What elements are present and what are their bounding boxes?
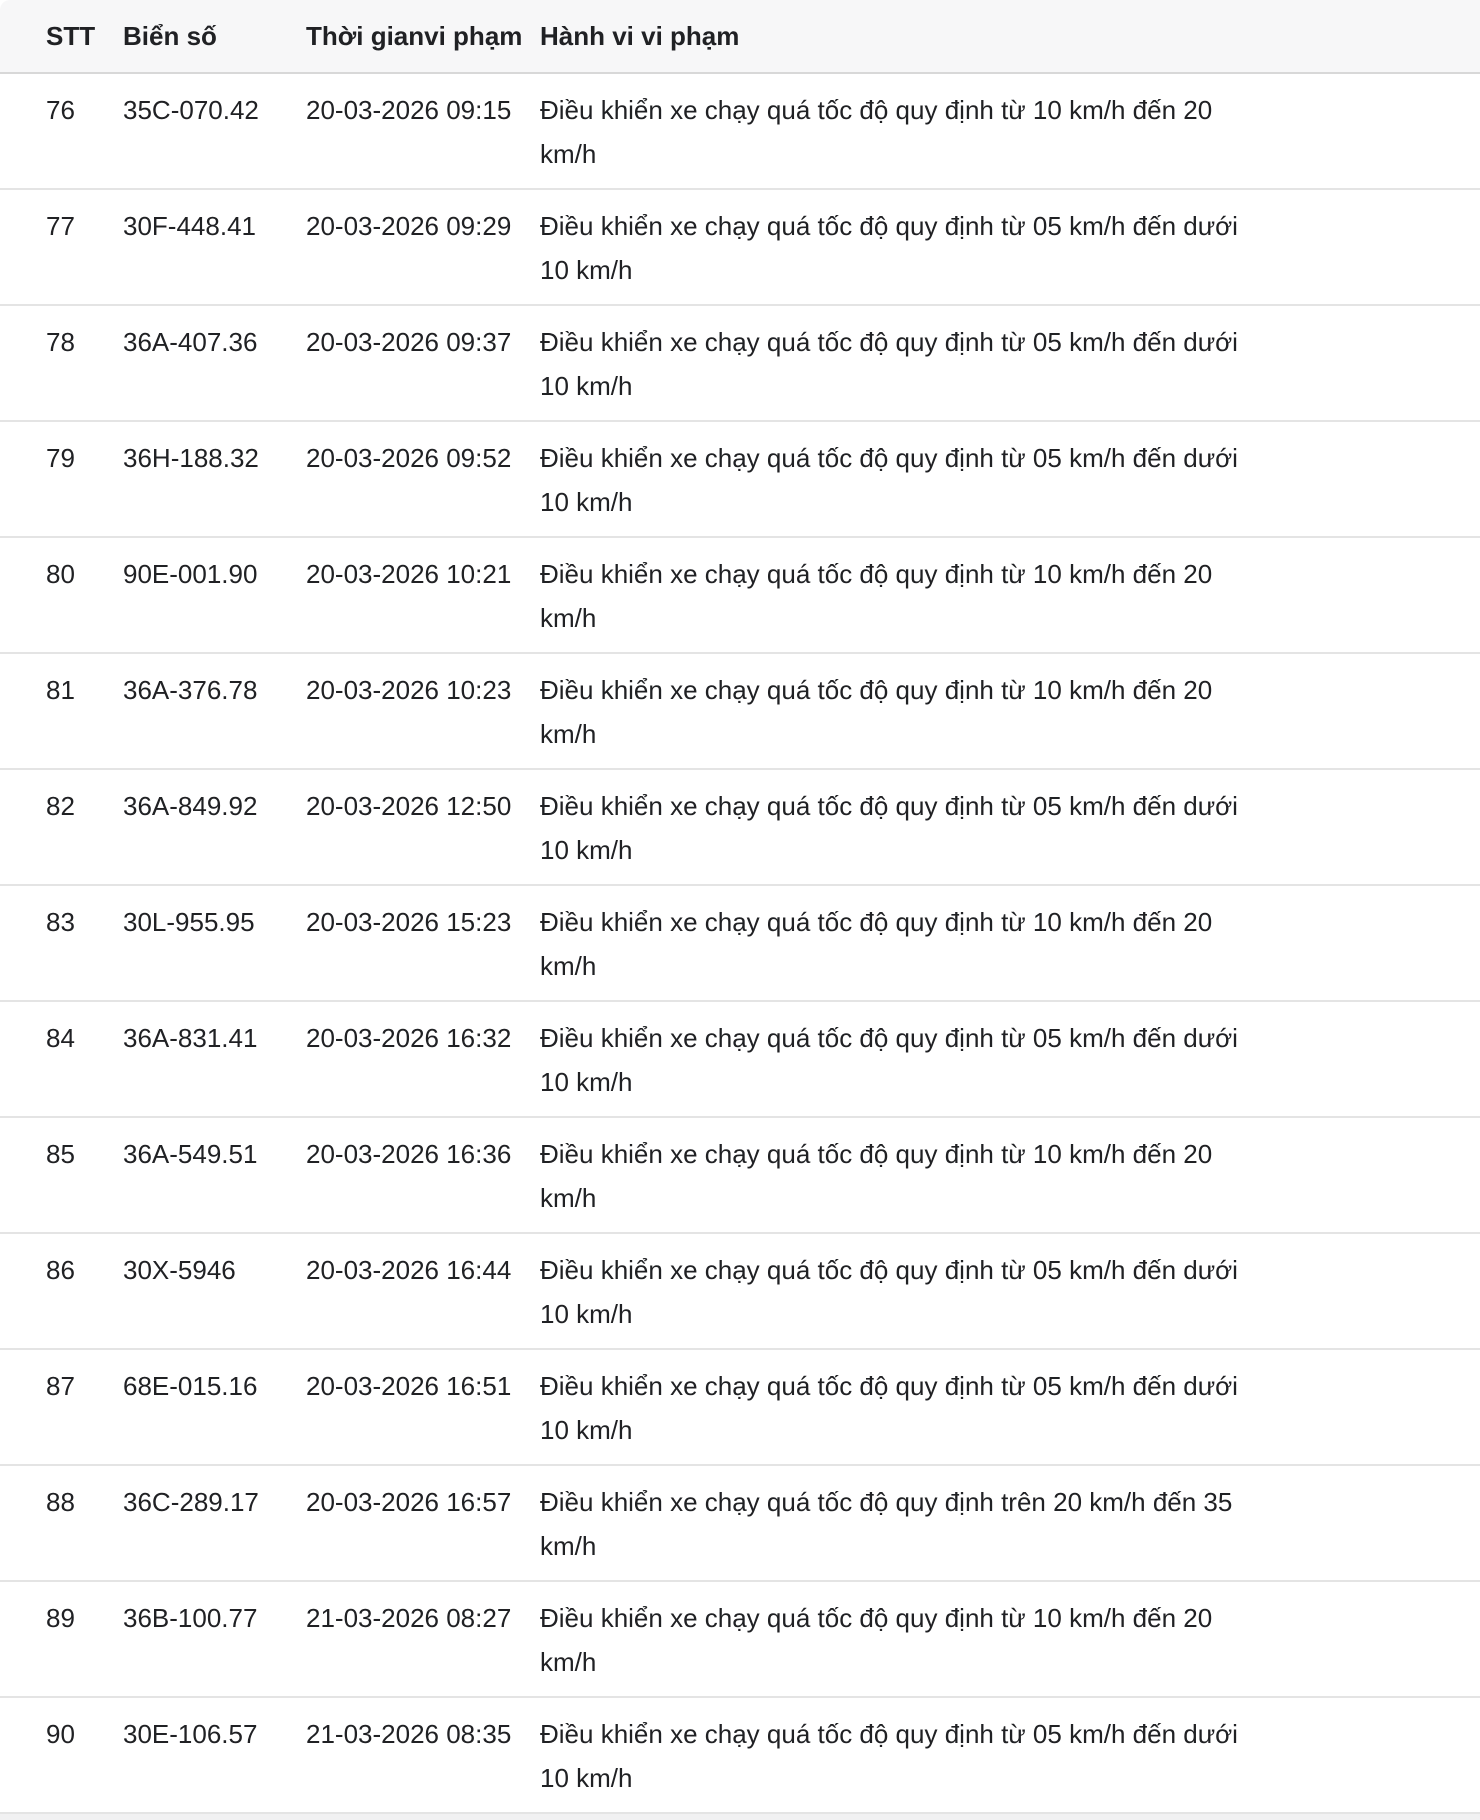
cell-plate: 90E-001.90 <box>123 537 306 653</box>
cell-violation <box>540 769 1480 885</box>
cell-stt: 90 <box>0 1697 123 1813</box>
cell-stt: 80 <box>0 537 123 653</box>
cell-plate: 36B-100.77 <box>123 1581 306 1697</box>
table-row <box>0 189 1480 305</box>
table-row <box>0 537 1480 653</box>
cell-violation <box>540 1697 1480 1813</box>
violation-text: Điều khiển xe chạy quá tốc độ quy định từ 05 km/h đến dưới 10 km/h <box>540 327 1238 401</box>
cell-plate: 36C-289.17 <box>123 1465 306 1581</box>
cell-stt: 82 <box>0 769 123 885</box>
cell-stt: 79 <box>0 421 123 537</box>
cell-plate: 36A-407.36 <box>123 305 306 421</box>
table-header-row <box>0 0 1480 73</box>
cell-violation <box>540 1581 1480 1697</box>
next-section-edge <box>0 1814 1480 1820</box>
table-row <box>0 653 1480 769</box>
cell-time: 20-03-2026 12:50 <box>306 769 540 885</box>
cell-time: 20-03-2026 15:23 <box>306 885 540 1001</box>
cell-stt: 76 <box>0 73 123 189</box>
cell-time: 20-03-2026 10:23 <box>306 653 540 769</box>
cell-violation <box>540 1117 1480 1233</box>
cell-stt: 88 <box>0 1465 123 1581</box>
table-row <box>0 421 1480 537</box>
cell-plate: 30X-5946 <box>123 1233 306 1349</box>
cell-violation <box>540 1001 1480 1117</box>
cell-violation <box>540 1233 1480 1349</box>
cell-stt: 89 <box>0 1581 123 1697</box>
cell-plate: 36A-831.41 <box>123 1001 306 1117</box>
cell-time: 20-03-2026 09:37 <box>306 305 540 421</box>
cell-violation <box>540 305 1480 421</box>
cell-time: 20-03-2026 16:32 <box>306 1001 540 1117</box>
table-row <box>0 1349 1480 1465</box>
cell-stt: 83 <box>0 885 123 1001</box>
cell-plate: 35C-070.42 <box>123 73 306 189</box>
cell-time: 20-03-2026 16:36 <box>306 1117 540 1233</box>
cell-time: 20-03-2026 10:21 <box>306 537 540 653</box>
column-header-stt: STT <box>0 0 123 73</box>
violation-text: Điều khiển xe chạy quá tốc độ quy định từ 10 km/h đến 20 km/h <box>540 1139 1213 1213</box>
cell-plate: 36H-188.32 <box>123 421 306 537</box>
cell-violation <box>540 537 1480 653</box>
cell-violation <box>540 885 1480 1001</box>
cell-plate: 30E-106.57 <box>123 1697 306 1813</box>
cell-violation <box>540 421 1480 537</box>
cell-time: 21-03-2026 08:35 <box>306 1697 540 1813</box>
violation-text: Điều khiển xe chạy quá tốc độ quy định từ 05 km/h đến dưới 10 km/h <box>540 443 1238 517</box>
violation-text: Điều khiển xe chạy quá tốc độ quy định từ 05 km/h đến dưới 10 km/h <box>540 1023 1238 1097</box>
cell-plate: 36A-549.51 <box>123 1117 306 1233</box>
cell-time: 20-03-2026 16:57 <box>306 1465 540 1581</box>
cell-violation <box>540 1465 1480 1581</box>
cell-violation <box>540 189 1480 305</box>
violation-text: Điều khiển xe chạy quá tốc độ quy định từ 10 km/h đến 20 km/h <box>540 675 1213 749</box>
cell-violation <box>540 1349 1480 1465</box>
table-row <box>0 1465 1480 1581</box>
cell-plate: 30F-448.41 <box>123 189 306 305</box>
violation-text: Điều khiển xe chạy quá tốc độ quy định từ 05 km/h đến dưới 10 km/h <box>540 1255 1238 1329</box>
violation-text: Điều khiển xe chạy quá tốc độ quy định từ 10 km/h đến 20 km/h <box>540 95 1213 169</box>
cell-plate: 36A-849.92 <box>123 769 306 885</box>
table-row <box>0 305 1480 421</box>
cell-time: 20-03-2026 16:44 <box>306 1233 540 1349</box>
cell-stt: 81 <box>0 653 123 769</box>
cell-time: 20-03-2026 09:15 <box>306 73 540 189</box>
cell-plate: 68E-015.16 <box>123 1349 306 1465</box>
cell-time: 20-03-2026 09:52 <box>306 421 540 537</box>
cell-time: 20-03-2026 09:29 <box>306 189 540 305</box>
cell-stt: 84 <box>0 1001 123 1117</box>
violation-text: Điều khiển xe chạy quá tốc độ quy định từ 05 km/h đến dưới 10 km/h <box>540 211 1238 285</box>
cell-stt: 85 <box>0 1117 123 1233</box>
table-row <box>0 1697 1480 1813</box>
table-row <box>0 1581 1480 1697</box>
cell-time: 21-03-2026 08:27 <box>306 1581 540 1697</box>
table-row <box>0 73 1480 189</box>
cell-plate: 30L-955.95 <box>123 885 306 1001</box>
cell-time: 20-03-2026 16:51 <box>306 1349 540 1465</box>
column-header-violation: Hành vi vi phạm <box>540 0 1480 73</box>
column-header-plate: Biển số <box>123 0 306 73</box>
cell-stt: 77 <box>0 189 123 305</box>
violation-text: Điều khiển xe chạy quá tốc độ quy định từ 05 km/h đến dưới 10 km/h <box>540 791 1238 865</box>
violation-text: Điều khiển xe chạy quá tốc độ quy định trên 20 km/h đến 35 km/h <box>540 1487 1233 1561</box>
violation-text: Điều khiển xe chạy quá tốc độ quy định từ 10 km/h đến 20 km/h <box>540 559 1213 633</box>
table-row <box>0 769 1480 885</box>
cell-stt: 86 <box>0 1233 123 1349</box>
violation-text: Điều khiển xe chạy quá tốc độ quy định từ 05 km/h đến dưới 10 km/h <box>540 1719 1238 1793</box>
violation-text: Điều khiển xe chạy quá tốc độ quy định từ 05 km/h đến dưới 10 km/h <box>540 1371 1238 1445</box>
cell-stt: 87 <box>0 1349 123 1465</box>
violation-text: Điều khiển xe chạy quá tốc độ quy định từ 10 km/h đến 20 km/h <box>540 907 1213 981</box>
table-row <box>0 885 1480 1001</box>
cell-plate: 36A-376.78 <box>123 653 306 769</box>
cell-violation <box>540 73 1480 189</box>
violation-text: Điều khiển xe chạy quá tốc độ quy định từ 10 km/h đến 20 km/h <box>540 1603 1213 1677</box>
cell-stt: 78 <box>0 305 123 421</box>
table-row <box>0 1001 1480 1117</box>
table-row <box>0 1233 1480 1349</box>
cell-violation <box>540 653 1480 769</box>
table-row <box>0 1117 1480 1233</box>
column-header-time: Thời gianvi phạm <box>306 0 540 73</box>
